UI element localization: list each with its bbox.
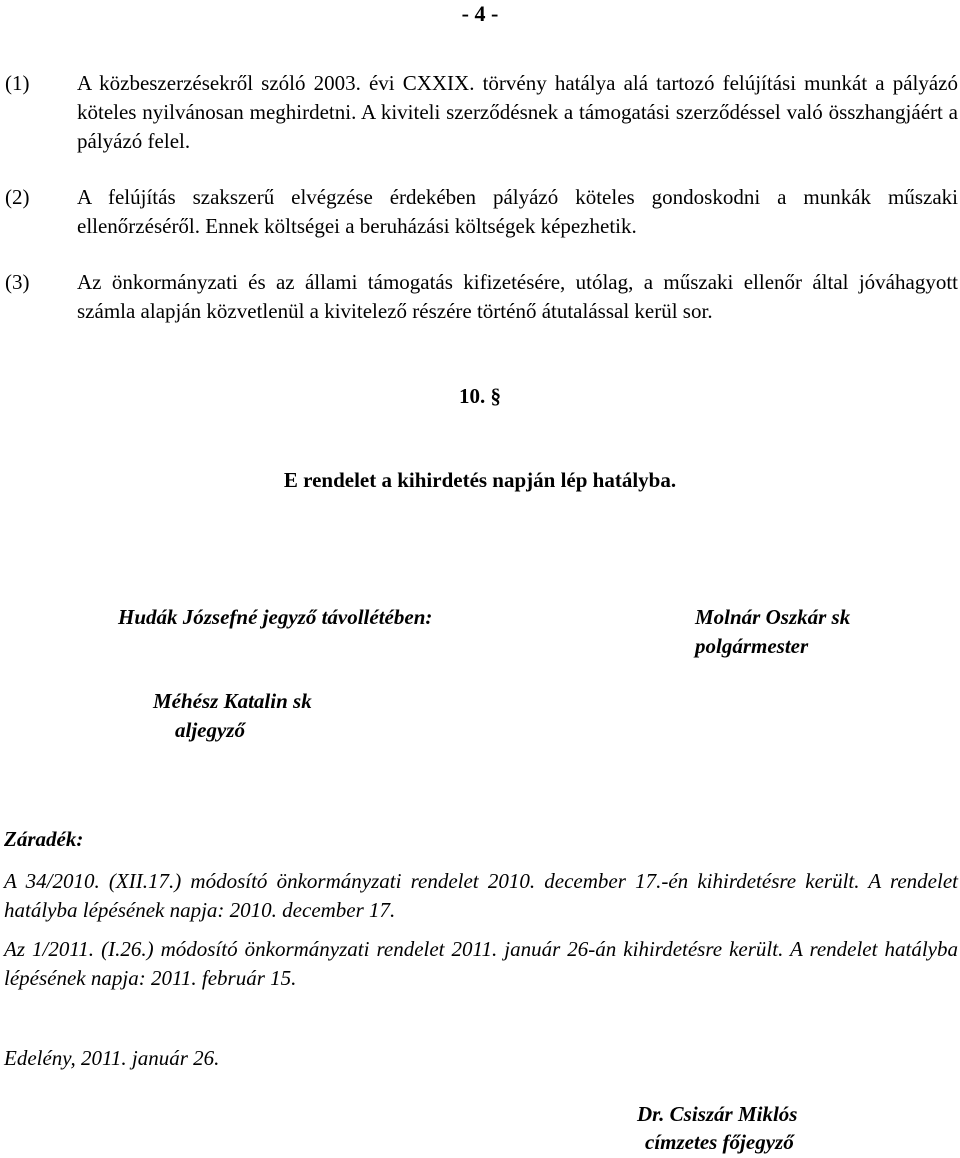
place-date: Edelény, 2011. január 26. xyxy=(4,1046,220,1070)
final-signature-name: Dr. Csiszár Miklós xyxy=(637,1102,798,1126)
zaradek-entry-2: Az 1/2011. (I.26.) módosító önkormányzati rendelet 2011. január 26-án kihirdetésre került. A rendelet hatályba lépésének napja: 2011. február 15. xyxy=(4,937,958,990)
paragraph-2 xyxy=(0,183,958,241)
zaradek-entry-1: A 34/2010. (XII.17.) módosító önkormányzati rendelet 2010. december 17.-én kihirdetésre került. A rendelet hatályba lépésének napja: 2010. december 17. xyxy=(4,869,958,922)
page-number: - 4 - xyxy=(461,1,499,26)
paragraph-text: A közbeszerzésekről szóló 2003. évi CXXIX. törvény hatálya alá tartozó felújítási munkát a pályázó köteles nyilvánosan meghirdetni. A kiviteli szerződésnek a támogatási szerződéssel való összhangjáért a pályázó felel. xyxy=(77,71,958,153)
section-heading: 10. § xyxy=(459,384,501,408)
paragraph-number: (2) xyxy=(5,185,30,209)
paragraph-number: (3) xyxy=(5,270,30,294)
signature-right-title: polgármester xyxy=(695,634,809,658)
closing-statement: E rendelet a kihirdetés napján lép hatályba. xyxy=(283,468,677,492)
signature-left-intro: Hudák Józsefné jegyző távollétében: xyxy=(118,605,433,629)
final-signature-title: címzetes főjegyző xyxy=(645,1130,794,1154)
signature-left-name: Méhész Katalin sk xyxy=(153,689,312,713)
signature-left-title: aljegyző xyxy=(175,718,245,742)
paragraph-1 xyxy=(0,69,958,156)
zaradek-title: Záradék: xyxy=(4,827,84,851)
paragraph-text: Az önkormányzati és az állami támogatás kifizetésére, utólag, a műszaki ellenőr által jóváhagyott számla alapján közvetlenül a kivitelező részére történő átutalással kerül sor. xyxy=(77,270,958,323)
paragraph-3 xyxy=(0,268,958,326)
signature-right-name: Molnár Oszkár sk xyxy=(695,605,851,629)
paragraph-text: A felújítás szakszerű elvégzése érdekében pályázó köteles gondoskodni a munkák műszaki ellenőrzéséről. Ennek költségei a beruházási költségek képezhetik. xyxy=(77,185,958,238)
paragraph-number: (1) xyxy=(5,71,30,95)
